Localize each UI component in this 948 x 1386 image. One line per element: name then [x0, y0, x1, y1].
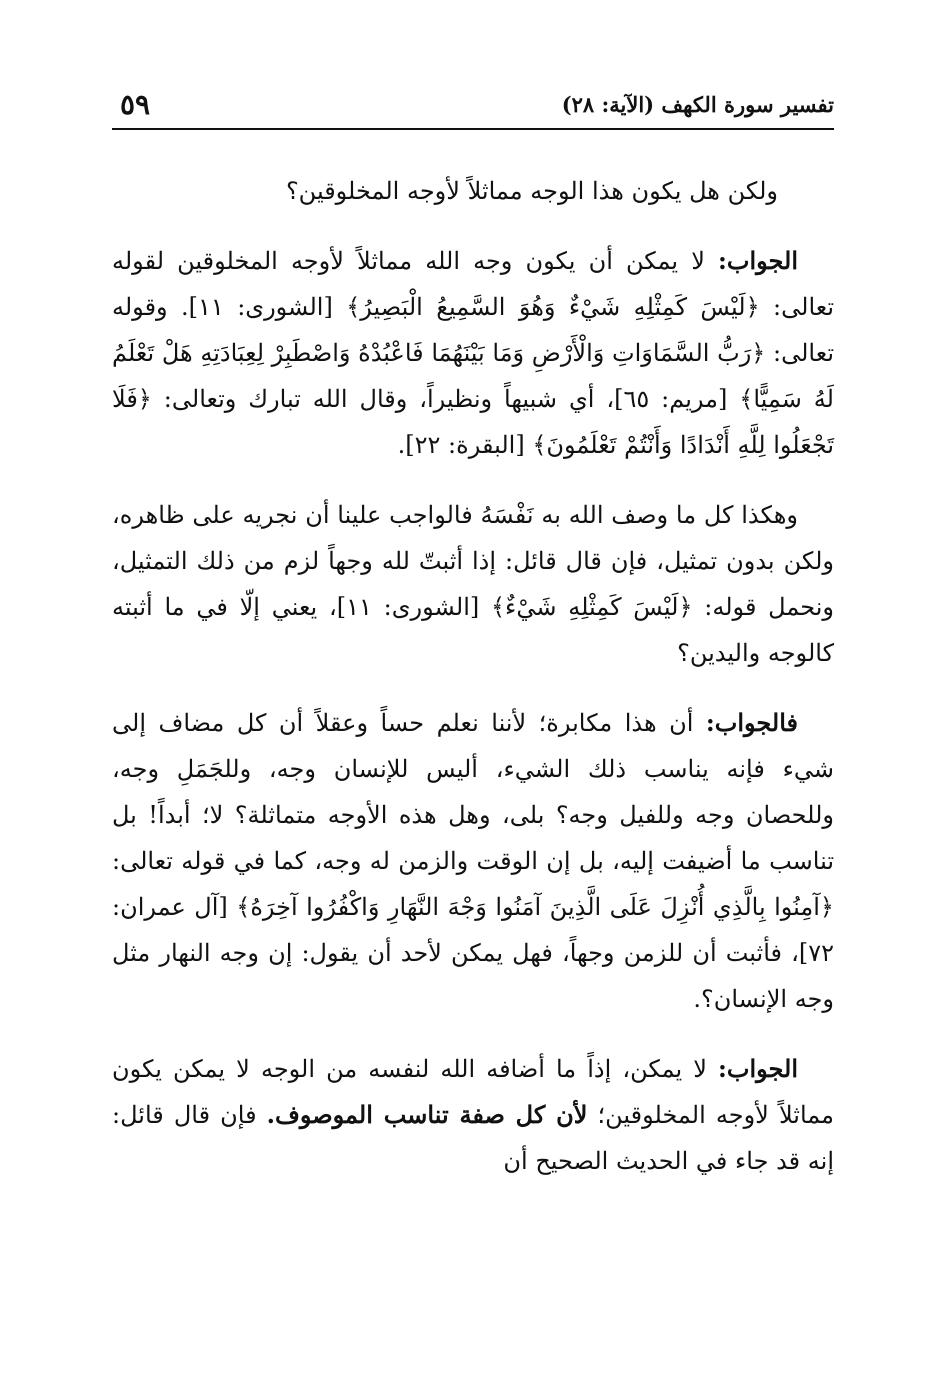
quran-verse: ﴿فَلَا تَجْعَلُوا لِلَّهِ أَنْدَادًا وَأَنْتُمْ تَعْلَمُونَ﴾ — [112, 385, 834, 459]
header-divider — [112, 128, 834, 130]
quran-verse: ﴿لَيْسَ كَمِثْلِهِ شَيْءٌ﴾ — [490, 593, 693, 621]
page-number: ٥٩ — [120, 88, 151, 121]
answer-label: فالجواب: — [705, 708, 798, 737]
paragraph-text: [مريم: ٦٥]، أي شبيهاً ونظيراً، وقال الله تبارك وتعالى: — [151, 385, 740, 413]
paragraph-text: [الشورى: ١١]، يعني إلّا في ما أثبته كالوجه واليدين؟ — [112, 593, 834, 667]
body-text — [112, 168, 834, 1208]
paragraph-objection — [112, 492, 834, 676]
paragraph-text: [الشورى: ١١]. وقوله تعالى: — [112, 293, 834, 367]
paragraph-text: فإن قال قائل: إنه قد جاء في الحديث الصحيح أن — [112, 1101, 834, 1175]
paragraph-text: لا يمكن أن يكون وجه الله مماثلاً لأوجه المخلوقين لقوله تعالى: — [112, 247, 835, 321]
question-text: ولكن هل يكون هذا الوجه مماثلاً لأوجه المخلوقين؟ — [285, 177, 778, 205]
paragraph-text: [آل عمران: ٧٢]، فأثبت أن للزمن وجهاً، فهل يمكن لأحد أن يقول: إن وجه النهار مثل وجه الإنسان؟. — [112, 893, 835, 1013]
paragraph-answer-3 — [112, 1046, 834, 1184]
paragraph-answer-1 — [112, 238, 834, 468]
paragraph-text: لا يمكن، إذاً ما أضافه الله لنفسه من الوجه لا يمكن يكون مماثلاً لأوجه المخلوقين؛ — [112, 1055, 834, 1129]
running-title: تفسير سورة الكهف (الآية: ٢٨) — [561, 92, 834, 117]
paragraph-text: [البقرة: ٢٢]. — [397, 431, 533, 459]
emphasized-statement: لأن كل صفة تناسب الموصوف. — [266, 1100, 588, 1129]
answer-label: الجواب: — [718, 246, 798, 275]
quran-verse: ﴿رَبُّ السَّمَاوَاتِ وَالْأَرْضِ وَمَا بَيْنَهُمَا فَاعْبُدْهُ وَاصْطَبِرْ لِعِبَادَتِهِ هَلْ تَعْلَمُ لَهُ سَمِيًّا﴾ — [112, 339, 834, 413]
page-header — [112, 88, 834, 124]
paragraph-text: أن هذا مكابرة؛ لأننا نعلم حساً وعقلاً أن كل مضاف إلى شيء فإنه يناسب ذلك الشيء، أليس للإنسان وجه، وللجَمَلِ وجه، وللحصان وجه وللفيل وجه؟ بلى، وهل هذه الأوجه متماثلة؟ لا؛ أبداً! بل تناسب ما أضيفت إليه، بل إن الوقت والزمن له وجه، كما في قوله تعالى: — [112, 709, 834, 875]
paragraph-answer-2 — [112, 700, 834, 1022]
paragraph-question — [112, 168, 834, 214]
quran-verse: ﴿آمِنُوا بِالَّذِي أُنْزِلَ عَلَى الَّذِينَ آمَنُوا وَجْهَ النَّهَارِ وَاكْفُرُوا آخِرَهُ﴾ — [236, 893, 834, 921]
answer-label: الجواب: — [718, 1054, 798, 1083]
quran-verse: ﴿لَيْسَ كَمِثْلِهِ شَيْءٌ وَهُوَ السَّمِيعُ الْبَصِيرُ﴾ — [346, 293, 760, 321]
paragraph-text: وهكذا كل ما وصف الله به نَفْسَهُ فالواجب علينا أن نجريه على ظاهره، ولكن بدون تمثيل، فإن قال قائل: إذا أثبتّ لله وجهاً لزم من ذلك التمثيل، ونحمل قوله: — [112, 501, 834, 621]
